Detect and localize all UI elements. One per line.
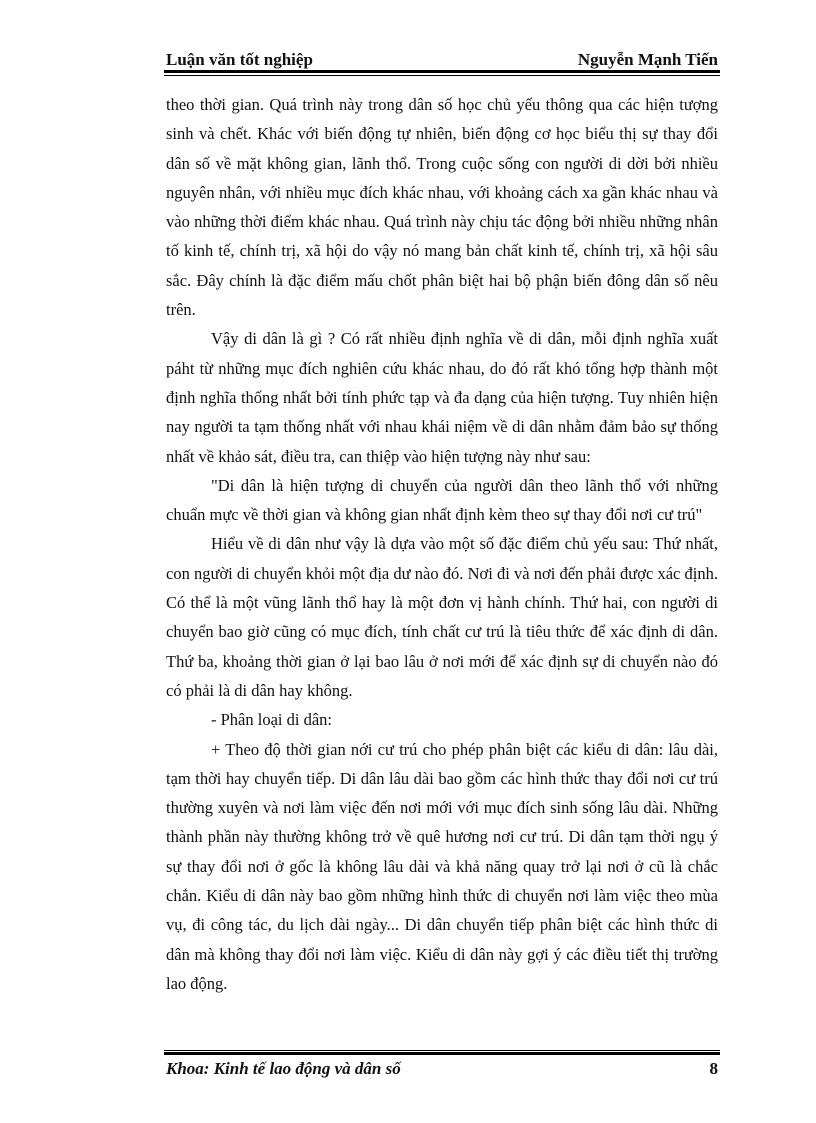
header-author-name: Nguyễn Mạnh Tiến — [577, 50, 718, 69]
paragraph-6: + Theo độ thời gian nới cư trú cho phép phân biệt các kiểu di dân: lâu dài, tạm thời hay chuyển tiếp. Di dân lâu dài bao gồm các hình thức thay đổi nơi cư trú thường xuyên và nơi làm việc đến nơi mới với mục đích sinh sống lâu dài. Những thành phần này thường không trở về quê hương nơi cư trú. Di dân tạm thời ngụ ý sự thay đổi nơi ở gốc là không lâu dài và khả năng quay trở lại nơi ở cũ là chắc chắn. Kiểu di dân này bao gồm những hình thức di chuyển nơi làm việc theo mùa vụ, đi công tác, du lịch dài ngày... Di dân chuyển tiếp phân biệt các hình thức di dân mà không thay đổi nơi làm việc. Kiểu di dân này gợi ý các điều tiết thị trường lao động. — [166, 739, 718, 993]
paragraph-3-definition-quote: "Di dân là hiện tượng di chuyển của người dân theo lãnh thổ với những chuẩn mực về thời gian và không gian nhất định kèm theo sự thay đổi nơi cư trú" — [166, 475, 718, 525]
body-text — [166, 90, 718, 998]
header-divider — [164, 70, 720, 76]
footer-faculty: Khoa: Kinh tế lao động và dân số — [166, 1059, 401, 1078]
paragraph-2: Vậy di dân là gì ? Có rất nhiều định nghĩa về di dân, mỗi định nghĩa xuất páht từ những mục đích nghiên cứu khác nhau, do đó rất khó tổng hợp thành một định nghĩa thống nhất bởi tính phức tạp và đa dạng của hiện tượng. Tuy nhiên hiện nay người ta tạm thống nhất với nhau khái niệm về di dân nhằm đảm bảo sự thống nhất về khảo sát, điều tra, can thiệp vào hiện tượng này như sau: — [166, 329, 718, 466]
paragraph-5-classification-heading: - Phân loại di dân: — [211, 710, 332, 730]
page-header — [166, 44, 718, 70]
paragraph-1: theo thời gian. Quá trình này trong dân số học chủ yếu thông qua các hiện tượng sinh và chết. Khác với biến động tự nhiên, biến động cơ học biểu thị sự thay đổi dân số về mặt không gian, lãnh thổ. Trong cuộc sống con người di dời bởi nhiều nguyên nhân, với nhiều mục đích khác nhau, với khoảng cách xa gần khác nhau và vào những thời điểm khác nhau. Quá trình này chịu tác động bởi nhiều những nhân tố kinh tế, chính trị, xã hội do vậy nó mang bản chất kinh tế, chính trị, xã hội sâu sắc. Đây chính là đặc điểm mấu chốt phân biệt hai bộ phận biến đông dân số nêu trên. — [166, 95, 718, 320]
page-number: 8 — [709, 1059, 718, 1078]
paragraph-4: Hiểu về di dân như vậy là dựa vào một số đặc điểm chủ yếu sau: Thứ nhất, con người di chuyển khỏi một địa dư nào đó. Nơi đi và nơi đến phải được xác định. Có thể là một vũng lãnh thổ hay là một đơn vị hành chính. Thứ hai, con người di chuyển bao giờ cũng có mục đích, tính chất cư trú là tiêu thức để xác định di dân. Thứ ba, khoảng thời gian ở lại bao lâu ở nơi mới để xác định sự di chuyển nào đó có phải là di dân hay không. — [166, 534, 718, 700]
header-thesis-label: Luận văn tốt nghiệp — [166, 50, 313, 69]
page-footer — [166, 1056, 718, 1082]
